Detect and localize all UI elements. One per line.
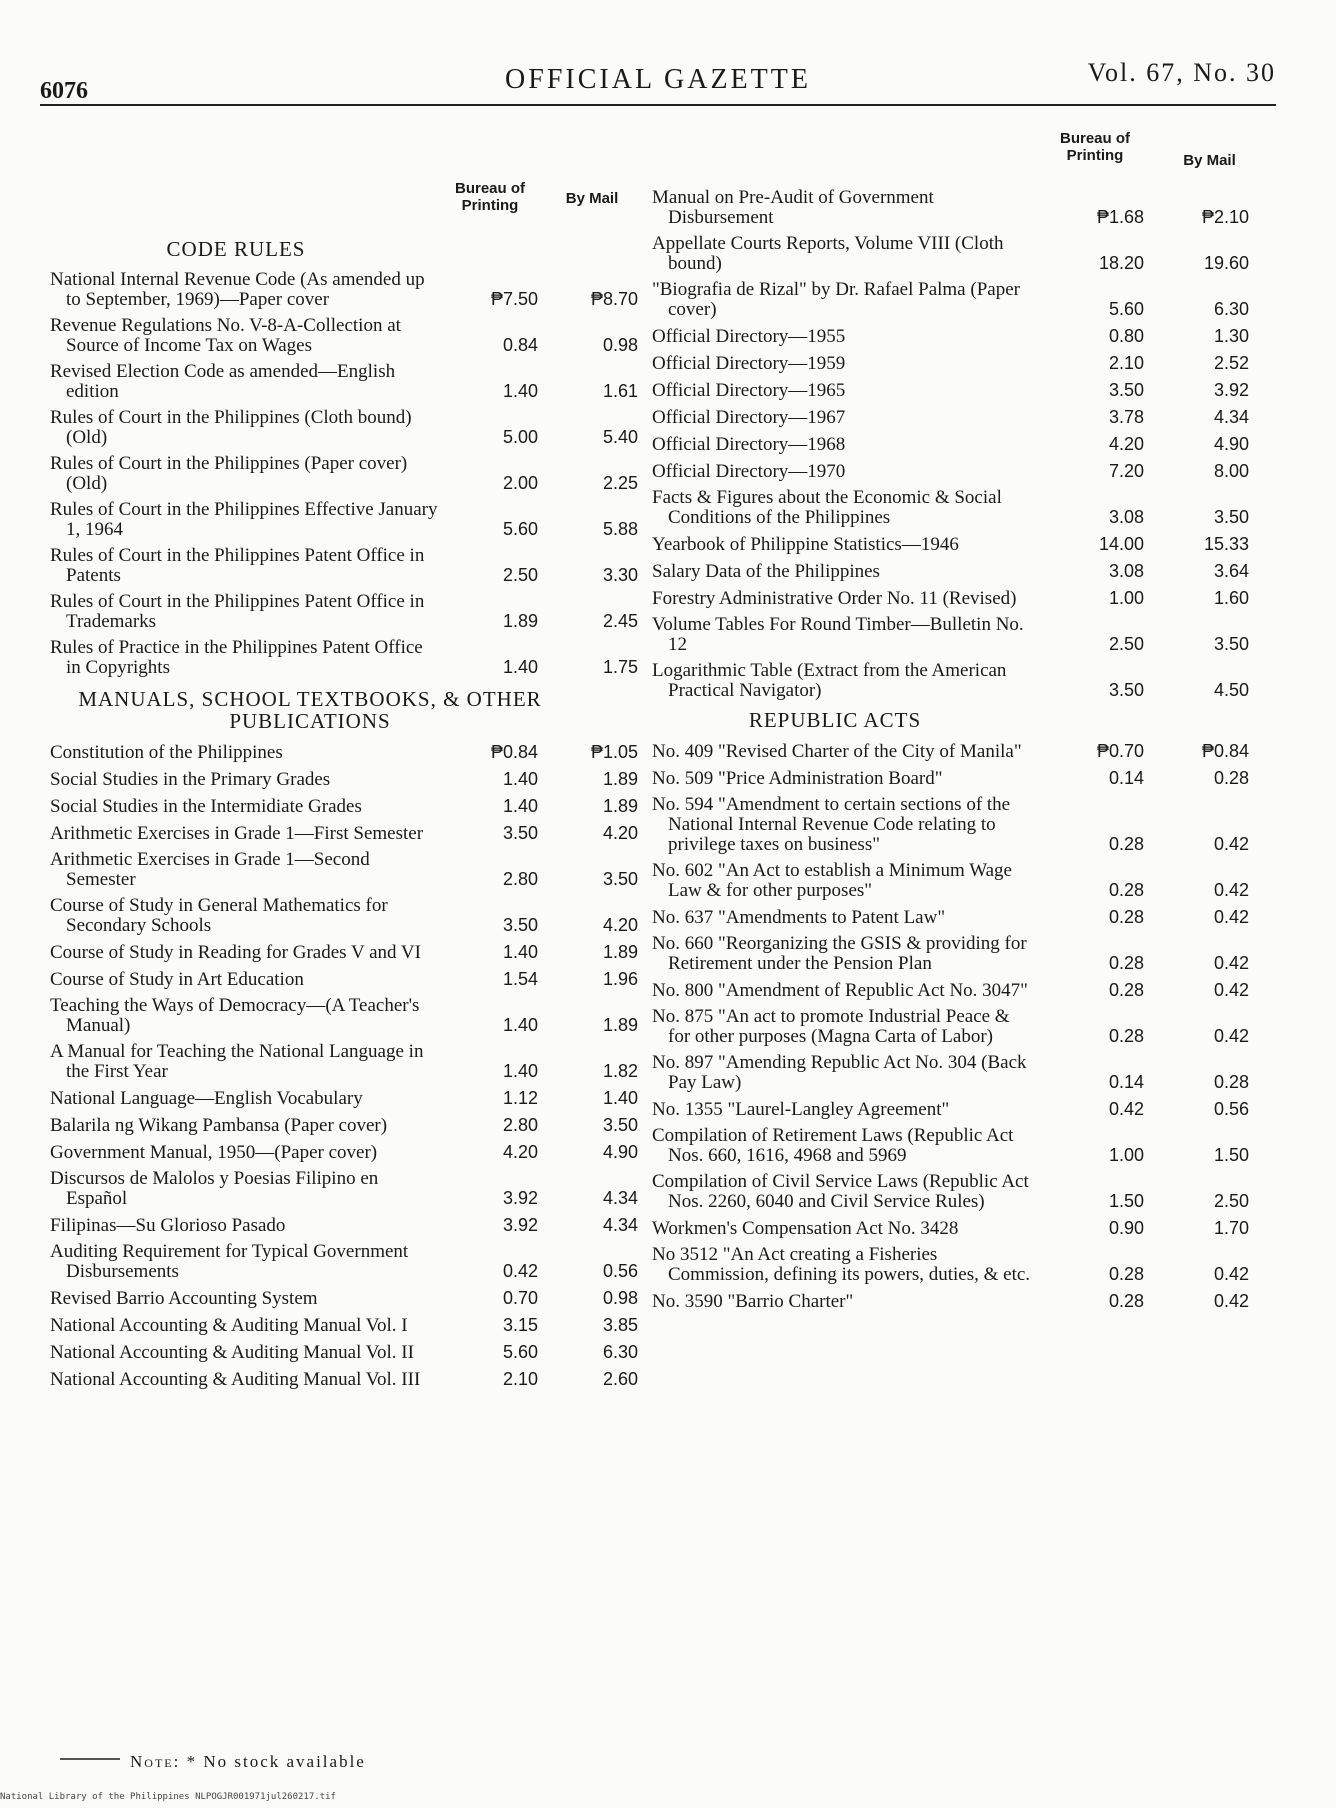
price-row [652, 1126, 1268, 1166]
price-row [652, 353, 1268, 374]
item-description: Revised Election Code as amended—English edition [50, 361, 396, 402]
bureau-price: 3.15 [502, 1315, 538, 1335]
price-row [50, 1042, 650, 1082]
price-row [50, 942, 650, 963]
item-description: National Internal Revenue Code (As amended up to September, 1969)—Paper cover [50, 269, 425, 310]
price-row [652, 588, 1268, 609]
bureau-price: 14.00 [1098, 534, 1144, 554]
mail-price: 1.75 [602, 657, 638, 677]
mail-price: 6.30 [1213, 299, 1249, 319]
item-description: Course of Study in Reading for Grades V and VI [50, 942, 421, 963]
item-description: Official Directory—1970 [652, 461, 846, 482]
item-description: No. 800 "Amendment of Republic Act No. 3047" [652, 980, 1028, 1001]
bureau-price: 4.20 [502, 1142, 538, 1162]
price-row [50, 270, 650, 310]
price-row [652, 188, 1268, 228]
item-description: Facts & Figures about the Economic & Social Conditions of the Philippines [652, 487, 1002, 528]
price-row [652, 1099, 1268, 1120]
bureau-price: 0.70 [502, 1288, 538, 1308]
price-row [652, 1172, 1268, 1212]
bureau-price: 3.50 [1108, 680, 1144, 700]
price-row [50, 408, 650, 448]
mail-price: 4.90 [1213, 434, 1249, 454]
mail-price: 2.25 [602, 473, 638, 493]
item-description: Official Directory—1967 [652, 407, 846, 428]
bureau-price: 0.28 [1108, 953, 1144, 973]
bureau-price: 2.80 [502, 1115, 538, 1135]
price-row [50, 823, 650, 844]
price-row [50, 1315, 650, 1336]
bureau-price: 7.20 [1108, 461, 1144, 481]
bureau-price: 1.50 [1108, 1191, 1144, 1211]
item-description: National Accounting & Auditing Manual Vol. III [50, 1369, 421, 1390]
mail-price: 1.70 [1213, 1218, 1249, 1238]
item-description: Yearbook of Philippine Statistics—1946 [652, 534, 959, 555]
item-description: Arithmetic Exercises in Grade 1—First Semester [50, 823, 424, 844]
price-row [50, 1088, 650, 1109]
item-description: No. 594 "Amendment to certain sections of the National Internal Revenue Code relating to privilege taxes on business" [652, 794, 1011, 855]
bureau-price: 1.89 [502, 611, 538, 631]
mail-price: ₱8.70 [590, 289, 638, 309]
price-row [652, 861, 1268, 901]
bureau-price: 3.08 [1108, 561, 1144, 581]
bureau-price: ₱0.84 [490, 742, 538, 762]
mail-price: 0.42 [1213, 980, 1249, 1000]
item-description: Volume Tables For Round Timber—Bulletin No. 12 [652, 614, 1024, 655]
mail-price: 1.96 [602, 969, 638, 989]
bureau-price: 0.28 [1108, 880, 1144, 900]
price-row [652, 380, 1268, 401]
mail-price: ₱1.05 [590, 742, 638, 762]
mail-price: 0.98 [602, 1288, 638, 1308]
bureau-price: 0.28 [1108, 1291, 1144, 1311]
price-row [652, 795, 1268, 855]
page-header [40, 58, 1276, 102]
mail-price: 3.85 [602, 1315, 638, 1335]
bureau-price: 0.14 [1108, 1072, 1144, 1092]
bureau-price: 18.20 [1098, 253, 1144, 273]
mail-price: 3.50 [602, 1115, 638, 1135]
mail-price: 1.89 [602, 1015, 638, 1035]
price-row [50, 1169, 650, 1209]
mail-price: 1.89 [602, 796, 638, 816]
bureau-price: 0.28 [1108, 1264, 1144, 1284]
price-row [652, 534, 1268, 555]
bureau-price: 1.40 [502, 769, 538, 789]
mail-price: 3.64 [1213, 561, 1249, 581]
mail-price: 5.88 [602, 519, 638, 539]
mail-price: 1.50 [1213, 1145, 1249, 1165]
price-row [652, 407, 1268, 428]
mail-price: 0.98 [602, 335, 638, 355]
price-row [652, 461, 1268, 482]
price-row [50, 1142, 650, 1163]
bureau-price: ₱0.70 [1096, 741, 1144, 761]
bureau-price: 0.90 [1108, 1218, 1144, 1238]
bureau-price: 3.92 [502, 1188, 538, 1208]
note-rule [60, 1758, 120, 1760]
mail-price: 1.60 [1213, 588, 1249, 608]
price-row [652, 1053, 1268, 1093]
item-description: Official Directory—1959 [652, 353, 846, 374]
bureau-price: 2.50 [1108, 634, 1144, 654]
price-row [652, 1245, 1268, 1285]
price-row [50, 769, 650, 790]
mail-price: 4.34 [602, 1215, 638, 1235]
note-label: Note: [130, 1752, 181, 1771]
note-text: * No stock available [186, 1752, 366, 1771]
item-description: Official Directory—1955 [652, 326, 846, 347]
price-row [50, 969, 650, 990]
item-description: Balarila ng Wikang Pambansa (Paper cover) [50, 1115, 388, 1136]
mail-price: 4.20 [602, 915, 638, 935]
price-row [652, 280, 1268, 320]
price-row [50, 1242, 650, 1282]
price-row [50, 896, 650, 936]
mail-price: 1.82 [602, 1061, 638, 1081]
item-description: National Language—English Vocabulary [50, 1088, 363, 1109]
bureau-price: 5.00 [502, 427, 538, 447]
bureau-price: 3.92 [502, 1215, 538, 1235]
bureau-price: 3.08 [1108, 507, 1144, 527]
mail-price: 2.45 [602, 611, 638, 631]
mail-price: 4.20 [602, 823, 638, 843]
mail-header: By Mail [565, 190, 619, 207]
item-description: Compilation of Civil Service Laws (Republic Act Nos. 2260, 6040 and Civil Service Rules) [652, 1171, 1029, 1212]
mail-price: 3.50 [1213, 507, 1249, 527]
mail-price: 2.52 [1213, 353, 1249, 373]
price-row [652, 661, 1268, 701]
item-description: No. 409 "Revised Charter of the City of Manila" [652, 741, 1022, 762]
item-description: Appellate Courts Reports, Volume VIII (Cloth bound) [652, 233, 1004, 274]
price-row [652, 741, 1268, 762]
publication-title: OFFICIAL GAZETTE [505, 64, 811, 95]
item-description: Rules of Court in the Philippines Patent Office in Patents [50, 545, 425, 586]
price-row [652, 1291, 1268, 1312]
mail-price: 2.50 [1213, 1191, 1249, 1211]
price-row [652, 434, 1268, 455]
item-description: Social Studies in the Intermidiate Grades [50, 796, 362, 817]
bureau-price: 4.20 [1108, 434, 1144, 454]
price-row [50, 1288, 650, 1309]
price-row [652, 934, 1268, 974]
bureau-price: 3.50 [502, 823, 538, 843]
mail-price: 0.42 [1213, 907, 1249, 927]
mail-price: 3.50 [602, 869, 638, 889]
bureau-price: 0.28 [1108, 1026, 1144, 1046]
item-description: Rules of Practice in the Philippines Patent Office in Copyrights [50, 637, 423, 678]
price-row [50, 850, 650, 890]
mail-price: 4.34 [1213, 407, 1249, 427]
price-row [50, 638, 650, 678]
mail-header-right: By Mail [1183, 152, 1236, 169]
item-description: Rules of Court in the Philippines (Paper cover) (Old) [50, 453, 408, 494]
bureau-price: 3.78 [1108, 407, 1144, 427]
bureau-price: ₱7.50 [490, 289, 538, 309]
bureau-header: Bureau of Printing [454, 180, 525, 214]
price-row [50, 1215, 650, 1236]
item-description: Rules of Court in the Philippines Effective January 1, 1964 [50, 499, 438, 540]
item-description: Social Studies in the Primary Grades [50, 769, 331, 790]
item-description: Official Directory—1968 [652, 434, 846, 455]
mail-price: 6.30 [602, 1342, 638, 1362]
bureau-price: 1.00 [1108, 588, 1144, 608]
section-republic-acts: REPUBLIC ACTS [748, 708, 922, 732]
item-description: Workmen's Compensation Act No. 3428 [652, 1218, 959, 1239]
item-description: Official Directory—1965 [652, 380, 846, 401]
price-row [50, 1115, 650, 1136]
mail-price: 0.42 [1213, 953, 1249, 973]
price-row [50, 796, 650, 817]
price-row [50, 546, 650, 586]
mail-price: 0.42 [1213, 880, 1249, 900]
bureau-header-right: Bureau of Printing [1059, 130, 1130, 164]
item-description: Salary Data of the Philippines [652, 561, 880, 582]
bureau-price: 1.40 [502, 381, 538, 401]
mail-price: 0.28 [1213, 1072, 1249, 1092]
bureau-price: 5.60 [1108, 299, 1144, 319]
footnote [130, 1752, 366, 1772]
item-description: Manual on Pre-Audit of Government Disbursement [652, 187, 934, 228]
bureau-price: 5.60 [502, 1342, 538, 1362]
bureau-price: 0.42 [502, 1261, 538, 1281]
bureau-price: 0.84 [502, 335, 538, 355]
item-description: No. 509 "Price Administration Board" [652, 768, 943, 789]
mail-price: 0.56 [602, 1261, 638, 1281]
code-rules-list [50, 270, 650, 678]
bureau-price: 2.10 [1108, 353, 1144, 373]
left-column [50, 180, 650, 1396]
item-description: Constitution of the Philippines [50, 742, 283, 763]
price-row [50, 316, 650, 356]
price-row [652, 234, 1268, 274]
bureau-price: 5.60 [502, 519, 538, 539]
mail-price: 1.89 [602, 769, 638, 789]
bureau-price: 3.50 [502, 915, 538, 935]
bureau-price: 1.54 [502, 969, 538, 989]
item-description: Revised Barrio Accounting System [50, 1288, 318, 1309]
bureau-price: 0.28 [1108, 980, 1144, 1000]
price-row [50, 742, 650, 763]
bureau-price: 2.10 [502, 1369, 538, 1389]
mail-price: 1.30 [1213, 326, 1249, 346]
bureau-price: ₱1.68 [1096, 207, 1144, 227]
bureau-price: 1.40 [502, 657, 538, 677]
item-description: National Accounting & Auditing Manual Vol. II [50, 1342, 414, 1363]
item-description: Compilation of Retirement Laws (Republic Act Nos. 660, 1616, 4968 and 5969 [652, 1125, 1014, 1166]
publications-list [652, 188, 1268, 701]
bureau-price: 2.50 [502, 565, 538, 585]
mail-price: 3.92 [1213, 380, 1249, 400]
item-description: No. 602 "An Act to establish a Minimum Wage Law & for other purposes" [652, 860, 1012, 901]
bureau-price: 3.50 [1108, 380, 1144, 400]
bureau-price: 0.80 [1108, 326, 1144, 346]
item-description: Logarithmic Table (Extract from the American Practical Navigator) [652, 660, 1007, 701]
item-description: Rules of Court in the Philippines Patent Office in Trademarks [50, 591, 425, 632]
price-row [50, 996, 650, 1036]
mail-price: 0.42 [1213, 1264, 1249, 1284]
price-row [652, 615, 1268, 655]
mail-price: ₱2.10 [1201, 207, 1249, 227]
price-row [50, 454, 650, 494]
mail-price: 15.33 [1203, 534, 1249, 554]
item-description: No. 1355 "Laurel-Langley Agreement" [652, 1099, 950, 1120]
section-code-rules: CODE RULES [166, 237, 306, 261]
mail-price: 3.50 [1213, 634, 1249, 654]
mail-price: 0.42 [1213, 834, 1249, 854]
item-description: Course of Study in Art Education [50, 969, 304, 990]
item-description: Government Manual, 1950—(Paper cover) [50, 1142, 378, 1163]
page-number: 6076 [40, 78, 88, 104]
mail-price: 0.56 [1213, 1099, 1249, 1119]
item-description: National Accounting & Auditing Manual Vol. I [50, 1315, 408, 1336]
item-description: No. 637 "Amendments to Patent Law" [652, 907, 946, 928]
price-row [652, 488, 1268, 528]
mail-price: 0.42 [1213, 1291, 1249, 1311]
mail-price: ₱0.84 [1201, 741, 1249, 761]
item-description: Auditing Requirement for Typical Government Disbursements [50, 1241, 409, 1282]
price-row [652, 1218, 1268, 1239]
item-description: Teaching the Ways of Democracy—(A Teacher's Manual) [50, 995, 420, 1036]
price-row [50, 592, 650, 632]
mail-price: 3.30 [602, 565, 638, 585]
mail-price: 4.90 [602, 1142, 638, 1162]
item-description: Rules of Court in the Philippines (Cloth bound) (Old) [50, 407, 412, 448]
section-manuals: MANUALS, SCHOOL TEXTBOOKS, & OTHER PUBLICATIONS [78, 687, 542, 733]
item-description: No 3512 "An Act creating a Fisheries Commission, defining its powers, duties, & etc. [652, 1244, 1031, 1285]
mail-price: 0.28 [1213, 768, 1249, 788]
mail-price: 1.89 [602, 942, 638, 962]
mail-price: 8.00 [1213, 461, 1249, 481]
bureau-price: 1.40 [502, 796, 538, 816]
price-row [50, 362, 650, 402]
price-row [652, 907, 1268, 928]
manuals-list [50, 742, 650, 1390]
bureau-price: 1.12 [502, 1088, 538, 1108]
mail-price: 1.40 [602, 1088, 638, 1108]
item-description: No. 3590 "Barrio Charter" [652, 1291, 854, 1312]
right-column-headers [652, 130, 1268, 188]
mail-price: 5.40 [602, 427, 638, 447]
item-description: "Biografia de Rizal" by Dr. Rafael Palma (Paper cover) [652, 279, 1020, 320]
price-row [50, 500, 650, 540]
price-row [652, 561, 1268, 582]
item-description: Discursos de Malolos y Poesias Filipino en Español [50, 1168, 379, 1209]
volume-number: Vol. 67, No. 30 [1087, 58, 1276, 87]
bureau-price: 0.28 [1108, 834, 1144, 854]
right-column [652, 130, 1268, 1318]
item-description: Forestry Administrative Order No. 11 (Revised) [652, 588, 1017, 609]
mail-price: 0.42 [1213, 1026, 1249, 1046]
bureau-price: 0.14 [1108, 768, 1144, 788]
item-description: Course of Study in General Mathematics for Secondary Schools [50, 895, 388, 936]
mail-price: 2.60 [602, 1369, 638, 1389]
bureau-price: 1.00 [1108, 1145, 1144, 1165]
mail-price: 1.61 [602, 381, 638, 401]
item-description: A Manual for Teaching the National Language in the First Year [50, 1041, 424, 1082]
item-description: Revenue Regulations No. V-8-A-Collection at Source of Income Tax on Wages [50, 315, 401, 356]
item-description: No. 660 "Reorganizing the GSIS & providing for Retirement under the Pension Plan [652, 933, 1027, 974]
header-rule [40, 104, 1276, 106]
item-description: Filipinas—Su Glorioso Pasado [50, 1215, 286, 1236]
republic-acts-list [652, 741, 1268, 1312]
bureau-price: 0.28 [1108, 907, 1144, 927]
item-description: Arithmetic Exercises in Grade 1—Second Semester [50, 849, 370, 890]
bureau-price: 0.42 [1108, 1099, 1144, 1119]
price-row [652, 980, 1268, 1001]
item-description: No. 875 "An act to promote Industrial Peace & for other purposes (Magna Carta of Labor) [652, 1006, 1010, 1047]
bureau-price: 2.00 [502, 473, 538, 493]
mail-price: 19.60 [1203, 253, 1249, 273]
price-row [50, 1369, 650, 1390]
bureau-price: 1.40 [502, 1015, 538, 1035]
bureau-price: 1.40 [502, 1061, 538, 1081]
item-description: No. 897 "Amending Republic Act No. 304 (Back Pay Law) [652, 1052, 1027, 1093]
mail-price: 4.50 [1213, 680, 1249, 700]
bureau-price: 1.40 [502, 942, 538, 962]
price-row [652, 1007, 1268, 1047]
price-row [652, 326, 1268, 347]
left-column-headers [50, 180, 650, 230]
scan-footer: National Library of the Philippines NLPOGJR001971jul260217.tif [0, 1792, 336, 1802]
price-row [50, 1342, 650, 1363]
price-row [652, 768, 1268, 789]
bureau-price: 2.80 [502, 869, 538, 889]
mail-price: 4.34 [602, 1188, 638, 1208]
